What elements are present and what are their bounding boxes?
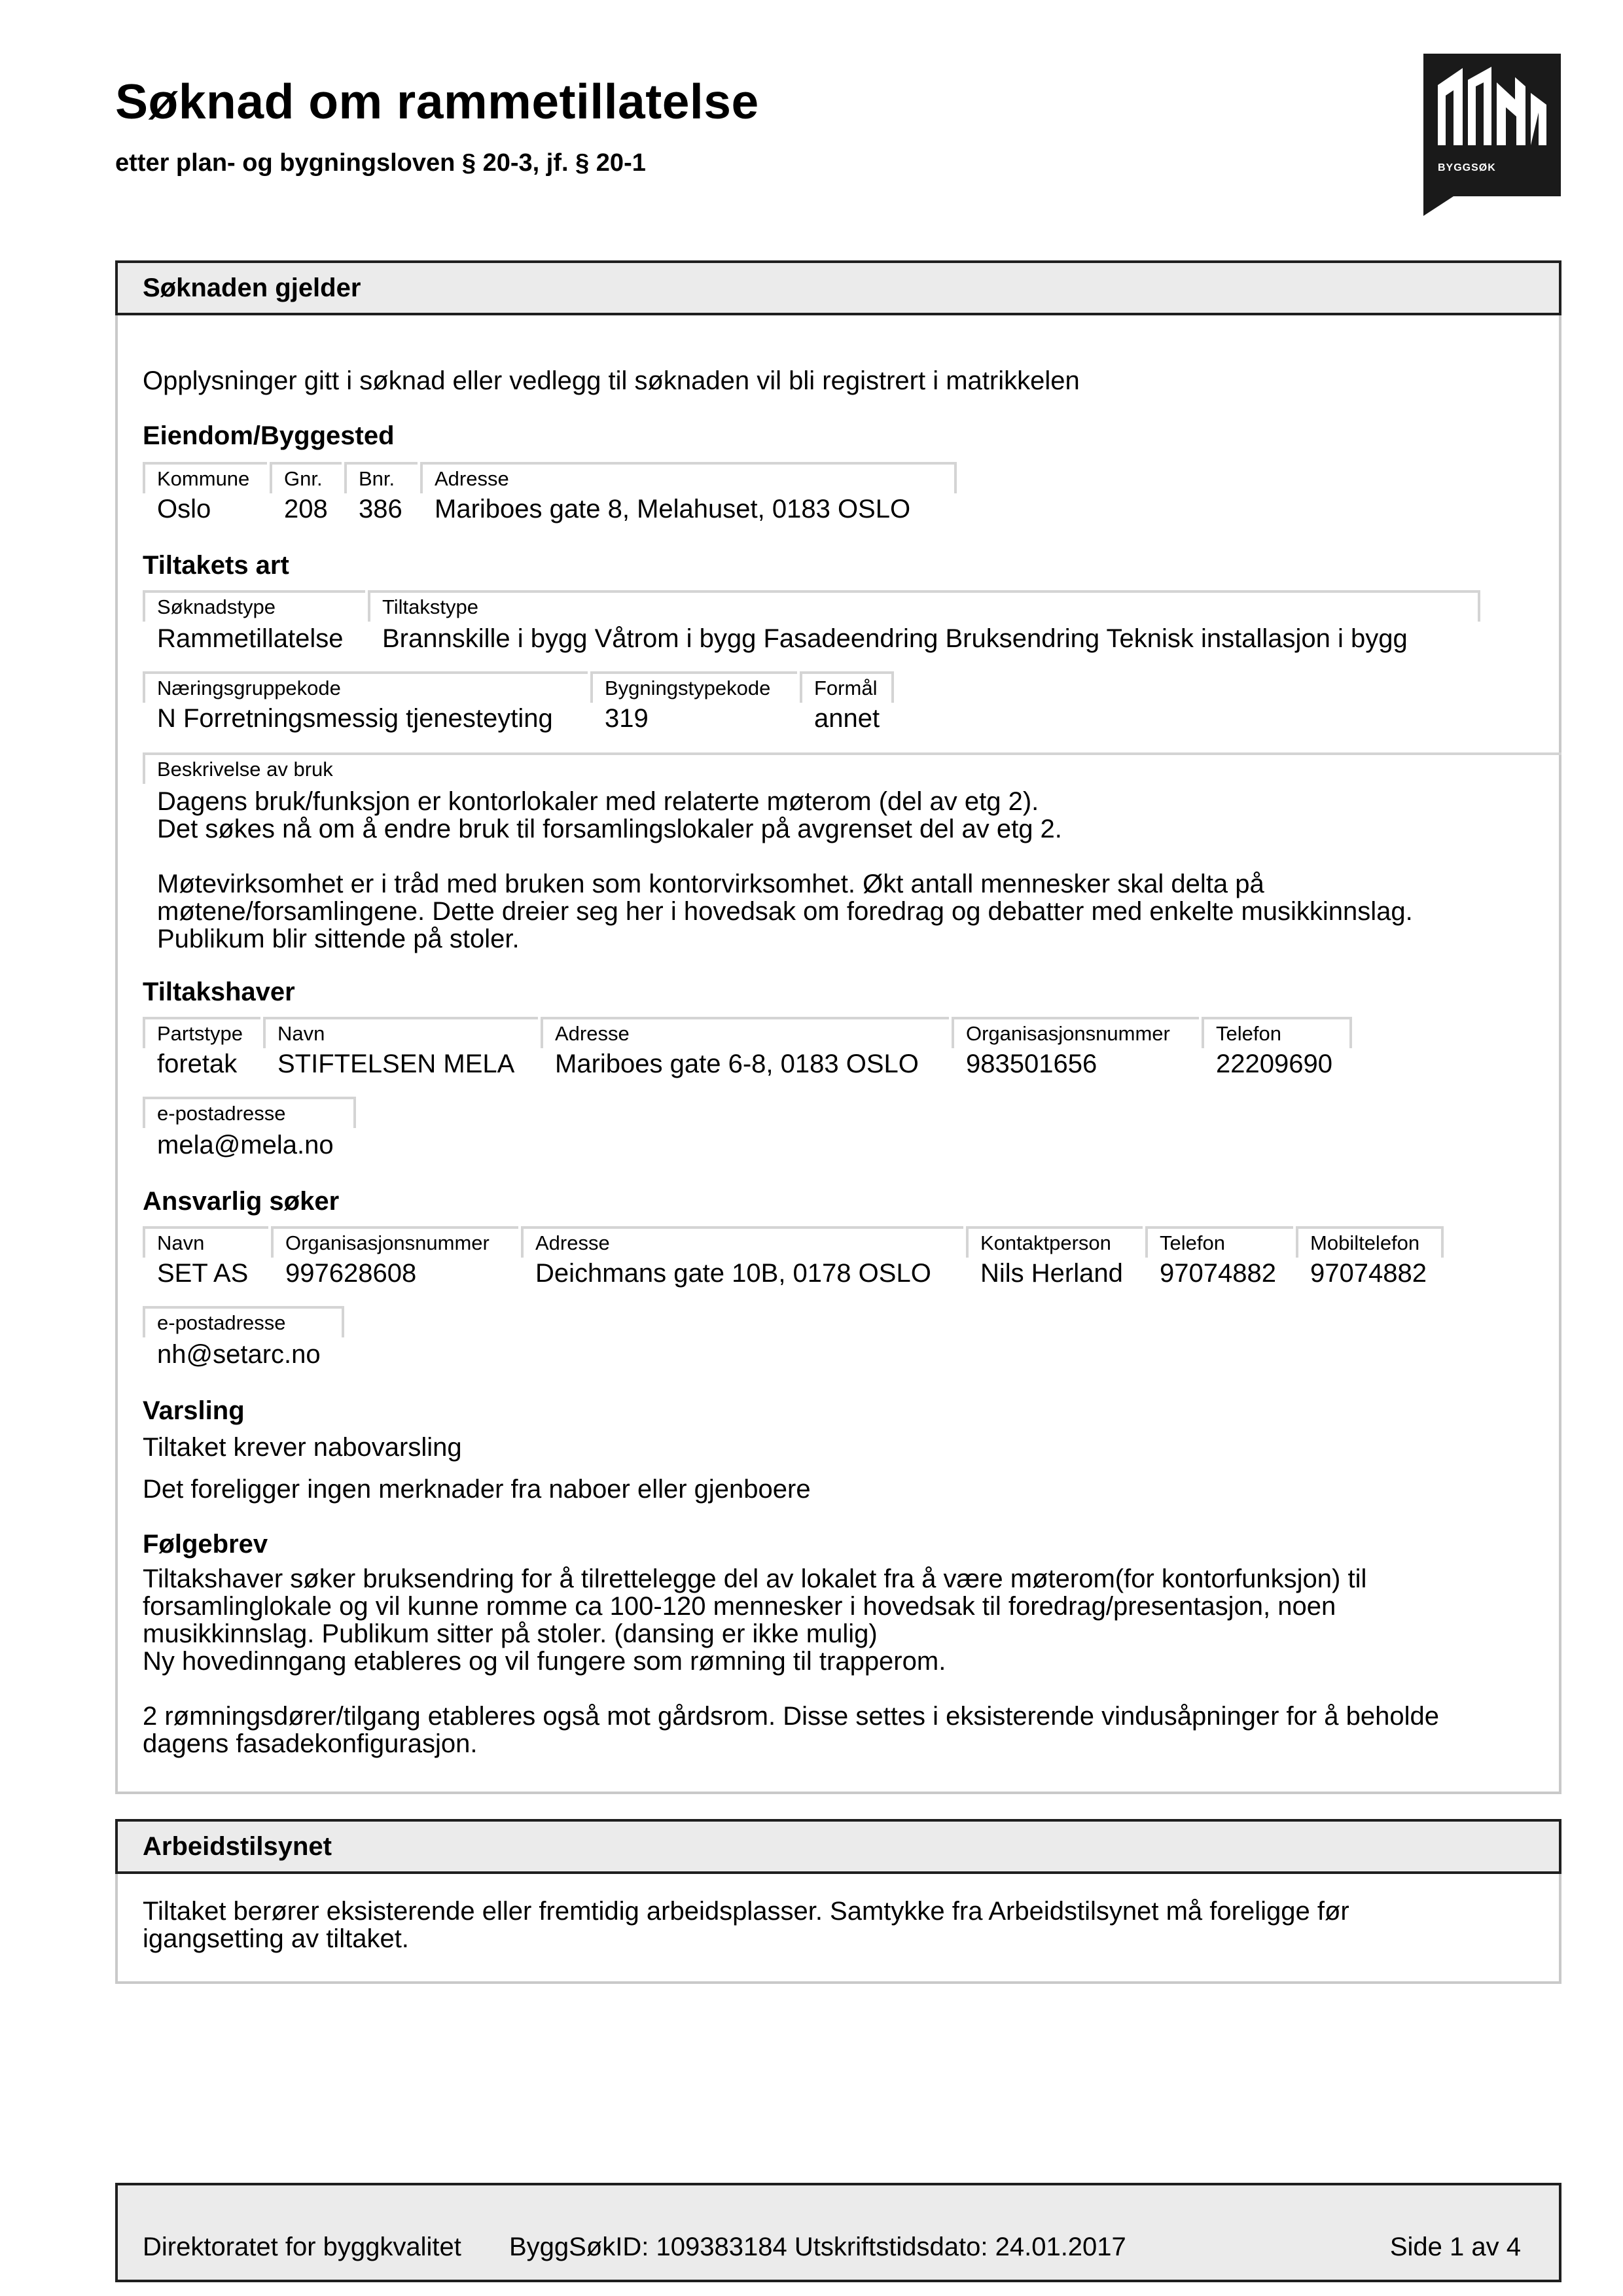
field-label: Formål	[814, 677, 878, 699]
folgebrev-text: Tiltakshaver søker bruksendring for å tilrettelegge del av lokalet fra å være møterom(for kontorfunksjon) til forsamlinglokale og vil kunne romme ca 100-120 mennesker i hovedsak til foredrag/presentasjon, noen musikkinnslag. Publikum sitter på stoler. (dansing er ikke mulig) Ny hovedinngang etableres og vil fungere som rømning til trapperom. 2 rømningsdører/tilgang etableres også mot gårdsrom. Disse settes i eksisterende vindusåpninger for å beholde dagens fasadekonfigurasjon.	[143, 1564, 1440, 1758]
field-label: Navn	[157, 1231, 205, 1254]
section-title: Arbeidstilsynet	[143, 1832, 332, 1861]
value-telefon: 97074882	[1160, 1259, 1276, 1288]
field-telefon	[1145, 1226, 1293, 1258]
value-soknadstype: Rammetillatelse	[157, 624, 344, 653]
logo-label: BYGGSØK	[1438, 162, 1496, 173]
value-navn: STIFTELSEN MELA	[277, 1050, 515, 1078]
value-orgnr: 983501656	[966, 1050, 1097, 1078]
arbeidstilsynet-text: Tiltaket berører eksisterende eller fremtidig arbeidsplasser. Samtykke fra Arbeidstilsynet må foreligge før igangsetting av tiltaket.	[143, 1897, 1349, 1953]
field-label: Beskrivelse av bruk	[157, 758, 333, 781]
value-adresse: Mariboes gate 6-8, 0183 OSLO	[555, 1050, 919, 1078]
field-label: Adresse	[435, 467, 509, 490]
field-beskrivelse	[143, 752, 1561, 784]
value-bnr: 386	[359, 495, 402, 523]
field-soknadstype	[143, 590, 365, 622]
field-navn	[143, 1226, 268, 1258]
field-label: Bygningstypekode	[605, 677, 771, 699]
field-label: Kontaktperson	[980, 1231, 1111, 1254]
field-tiltakstype	[368, 590, 1480, 622]
field-label: Telefon	[1216, 1022, 1281, 1045]
field-label: Bnr.	[359, 467, 395, 490]
footer-info: ByggSøkID: 109383184 Utskriftstidsdato: 24.01.2017	[509, 2233, 1126, 2261]
varsling-line-1: Tiltaket krever nabovarsling	[143, 1433, 462, 1462]
field-adresse	[521, 1226, 963, 1258]
field-epost	[143, 1306, 344, 1337]
value-beskrivelse: Dagens bruk/funksjon er kontorlokaler med relaterte møterom (del av etg 2). Det søkes nå om å endre bruk til forsamlingslokaler på avgrenset del av etg 2. Møtevirksomhet er i tråd med bruken som kontorvirksomhet. Økt antall mennesker skal delta på møtene/forsamlingene. Dette dreier seg her i hovedsak om foredrag og debatter med enkelte musikkinnslag. Publikum blir sittende på stoler.	[157, 787, 1413, 953]
logo-tail	[1423, 196, 1454, 216]
footer-org: Direktoratet for byggkvalitet	[143, 2233, 461, 2261]
field-label: Telefon	[1160, 1231, 1225, 1254]
value-kontaktperson: Nils Herland	[980, 1259, 1123, 1288]
page-title: Søknad om rammetillatelse	[115, 74, 759, 129]
section-title: Søknaden gjelder	[143, 274, 361, 302]
value-mobiltelefon: 97074882	[1310, 1259, 1427, 1288]
varsling-heading: Varsling	[143, 1396, 245, 1425]
field-orgnr	[952, 1017, 1199, 1048]
value-telefon: 22209690	[1216, 1050, 1332, 1078]
value-formal: annet	[814, 704, 880, 733]
value-tiltakstype: Brannskille i bygg Våtrom i bygg Fasadeendring Bruksendring Teknisk installasjon i bygg	[382, 624, 1408, 653]
field-naeringsgruppekode	[143, 671, 588, 703]
value-adresse: Deichmans gate 10B, 0178 OSLO	[535, 1259, 931, 1288]
field-label: Tiltakstype	[382, 595, 479, 618]
field-partstype	[143, 1017, 260, 1048]
byggsok-logo	[1423, 54, 1561, 196]
tiltakshaver-heading: Tiltakshaver	[143, 978, 295, 1006]
value-epost: mela@mela.no	[157, 1131, 334, 1159]
section-header	[115, 1819, 1561, 1874]
field-bygningstypekode	[590, 671, 797, 703]
field-bnr	[344, 462, 418, 493]
value-orgnr: 997628608	[285, 1259, 417, 1288]
value-bygningstypekode: 319	[605, 704, 649, 733]
building-logo-icon	[1423, 54, 1561, 158]
field-label: e-postadresse	[157, 1311, 286, 1334]
ansvarlig-soker-heading: Ansvarlig søker	[143, 1187, 340, 1216]
value-kommune: Oslo	[157, 495, 211, 523]
page-subtitle: etter plan- og bygningsloven § 20-3, jf. § 20-1	[115, 149, 646, 177]
value-gnr: 208	[284, 495, 328, 523]
value-naeringsgruppekode: N Forretningsmessig tjenesteyting	[157, 704, 553, 733]
field-kontaktperson	[966, 1226, 1143, 1258]
field-label: Søknadstype	[157, 595, 276, 618]
field-label: Mobiltelefon	[1310, 1231, 1420, 1254]
field-adresse	[541, 1017, 949, 1048]
field-telefon	[1202, 1017, 1352, 1048]
intro-text: Opplysninger gitt i søknad eller vedlegg til søknaden vil bli registrert i matrikkelen	[143, 366, 1080, 395]
field-label: Gnr.	[284, 467, 323, 490]
field-formal	[800, 671, 894, 703]
field-mobiltelefon	[1296, 1226, 1444, 1258]
value-partstype: foretak	[157, 1050, 238, 1078]
field-label: Organisasjonsnummer	[966, 1022, 1170, 1045]
page-footer	[115, 2183, 1561, 2282]
field-label: Adresse	[535, 1231, 610, 1254]
field-navn	[263, 1017, 538, 1048]
field-label: Partstype	[157, 1022, 243, 1045]
field-orgnr	[271, 1226, 518, 1258]
tiltak-heading: Tiltakets art	[143, 551, 289, 580]
footer-page: Side 1 av 4	[1389, 2233, 1521, 2261]
field-label: e-postadresse	[157, 1102, 286, 1125]
varsling-line-2: Det foreligger ingen merknader fra naboer eller gjenboere	[143, 1475, 811, 1504]
folgebrev-heading: Følgebrev	[143, 1530, 268, 1559]
field-label: Navn	[277, 1022, 325, 1045]
value-navn: SET AS	[157, 1259, 249, 1288]
value-adresse: Mariboes gate 8, Melahuset, 0183 OSLO	[435, 495, 911, 523]
eiendom-heading: Eiendom/Byggested	[143, 421, 395, 450]
section-header	[115, 260, 1561, 315]
field-epost	[143, 1097, 356, 1128]
value-epost: nh@setarc.no	[157, 1340, 321, 1369]
field-kommune	[143, 462, 267, 493]
field-label: Adresse	[555, 1022, 630, 1045]
field-label: Næringsgruppekode	[157, 677, 341, 699]
field-label: Kommune	[157, 467, 250, 490]
field-label: Organisasjonsnummer	[285, 1231, 490, 1254]
field-adresse	[420, 462, 957, 493]
field-gnr	[270, 462, 342, 493]
